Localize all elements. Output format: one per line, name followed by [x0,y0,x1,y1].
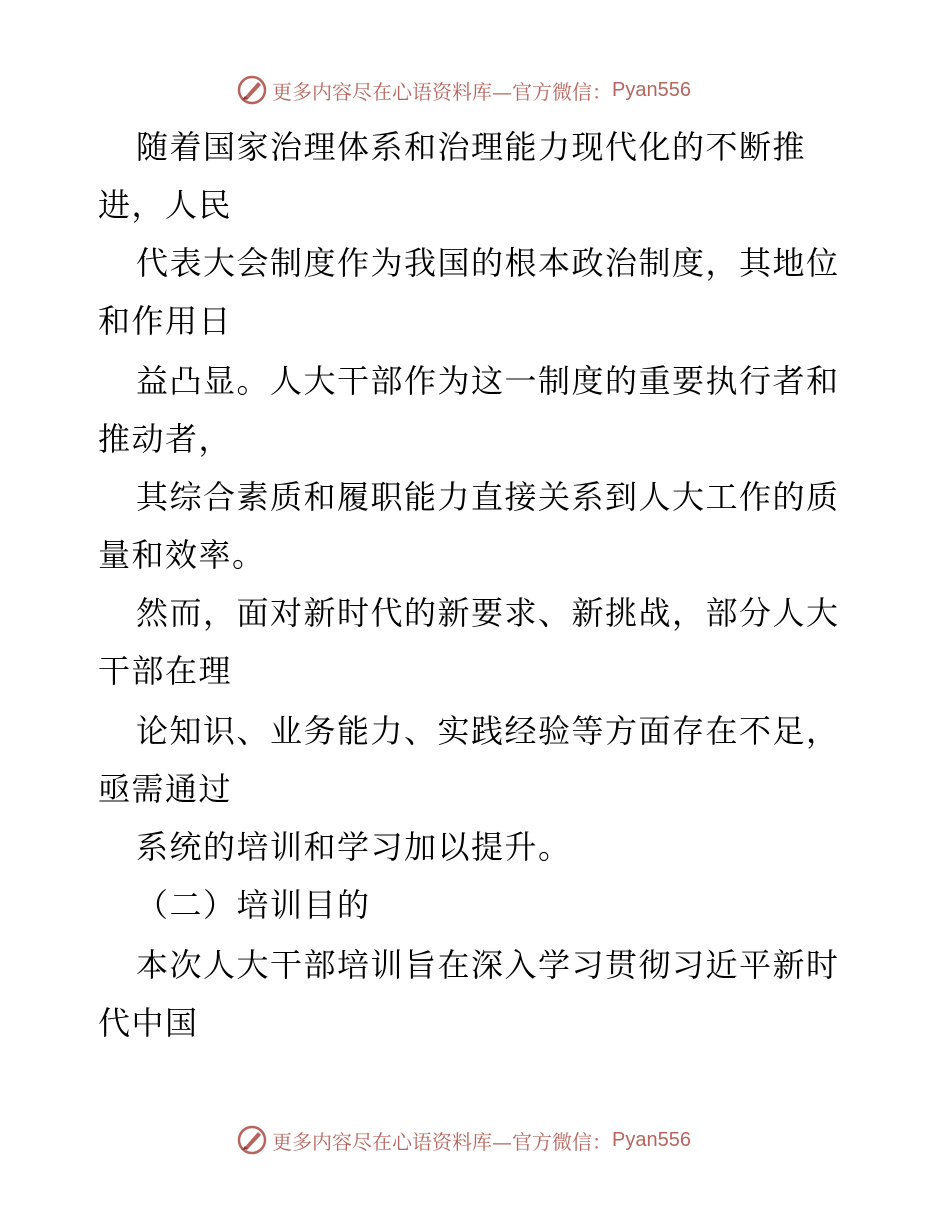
body-line: 代中国 [98,1004,199,1042]
body-line: 论知识、业务能力、实践经验等方面存在不足， [136,712,840,750]
body-line: 和作用日 [98,302,233,340]
body-line: 亟需通过 [98,770,233,808]
section-heading: （二）培训目的 [136,886,371,924]
watermark-wechat-id: Pyan556 [612,1128,691,1151]
body-line: 进，人民 [98,186,233,224]
body-line: 益凸显。人大干部作为这一制度的重要执行者和 [136,362,840,400]
body-line: 代表大会制度作为我国的根本政治制度，其地位 [136,244,840,282]
watermark-text: 更多内容尽在心语资料库—官方微信： [272,79,612,104]
pen-nib-circle-icon [236,74,268,106]
body-line: 然而，面对新时代的新要求、新挑战，部分人大 [136,594,840,632]
footer-watermark [236,1123,691,1157]
body-line: 系统的培训和学习加以提升。 [136,828,572,866]
body-line: 推动者， [98,420,233,458]
body-line: 本次人大干部培训旨在深入学习贯彻习近平新时 [136,946,840,984]
body-line: 干部在理 [98,652,233,690]
pen-nib-circle-icon [236,1124,268,1156]
body-line: 随着国家治理体系和治理能力现代化的不断推 [136,128,807,166]
body-line: 量和效率。 [98,536,266,574]
watermark-text: 更多内容尽在心语资料库—官方微信： [272,1129,612,1154]
watermark-wechat-id: Pyan556 [612,78,691,101]
body-line: 其综合素质和履职能力直接关系到人大工作的质 [136,478,840,516]
header-watermark [236,73,691,107]
